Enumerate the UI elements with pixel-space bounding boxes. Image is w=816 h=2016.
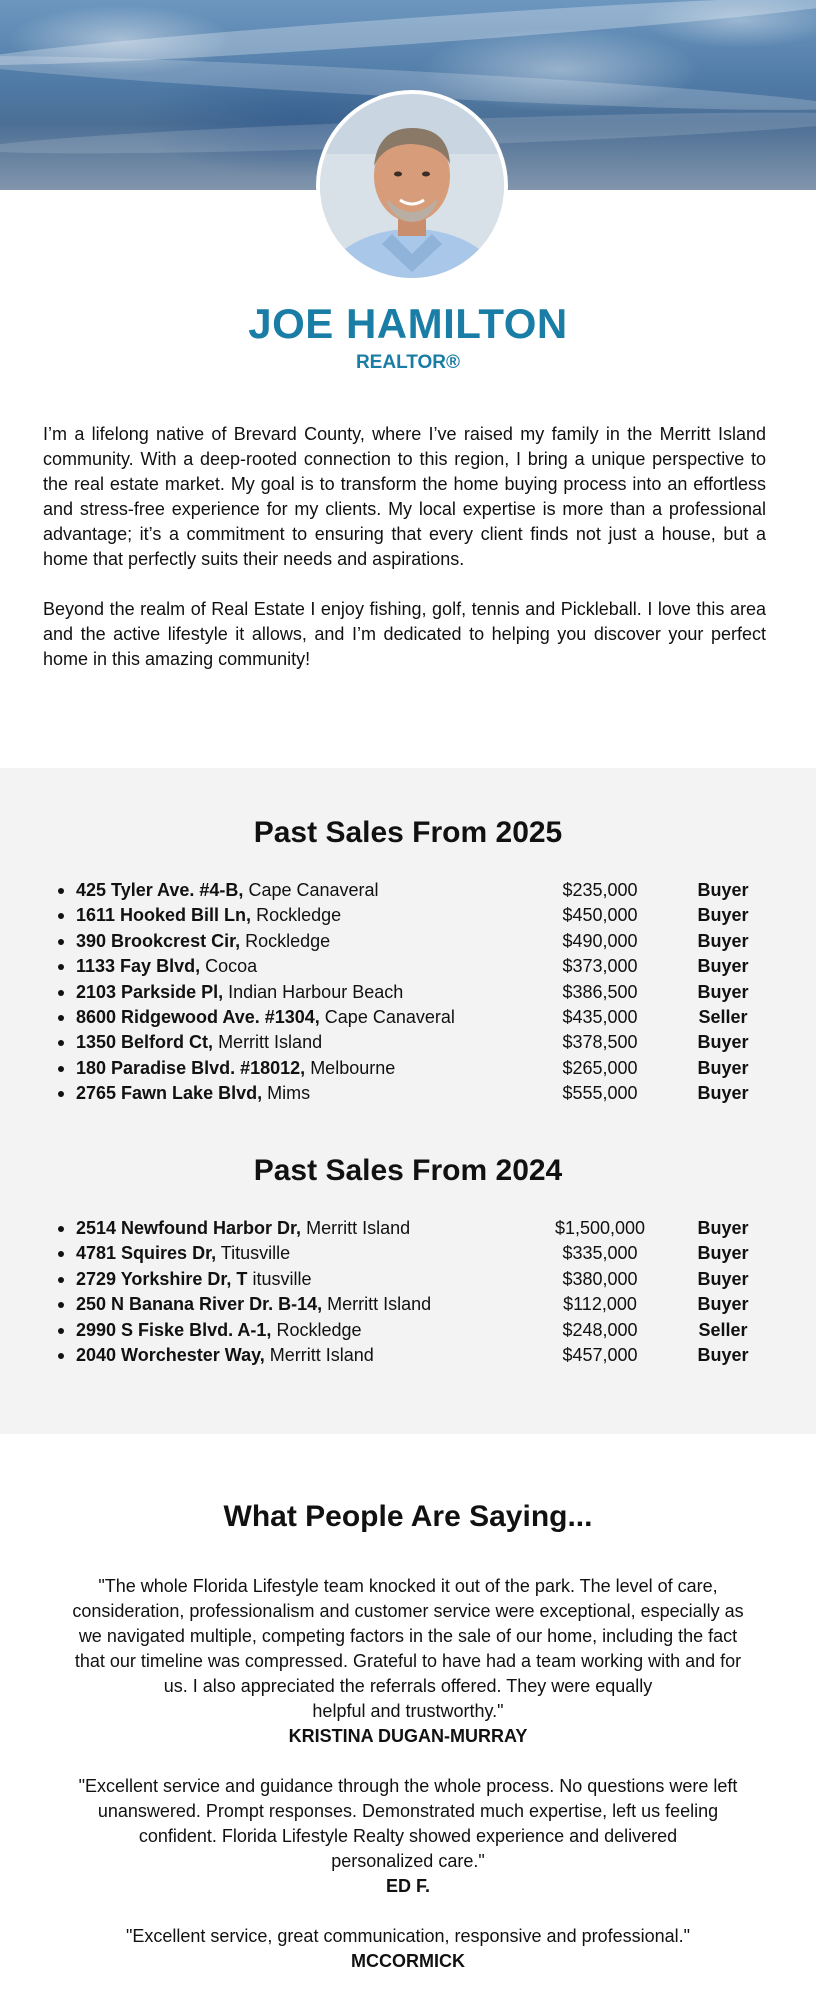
bullet-icon	[58, 913, 64, 919]
testimonial-quote	[28, 1924, 788, 1949]
bullet-icon	[58, 1277, 64, 1283]
sale-address	[76, 931, 330, 952]
sale-city: Melbourne	[310, 1057, 396, 1078]
sale-row	[0, 1267, 816, 1292]
sale-address	[76, 1243, 290, 1264]
sale-price: $235,000	[562, 880, 638, 900]
sale-city: Merritt Island	[306, 1218, 411, 1238]
sale-price: $335,000	[562, 1243, 638, 1264]
sale-side: Buyer	[697, 981, 749, 1002]
sale-side: Buyer	[697, 1218, 749, 1238]
bullet-icon	[58, 990, 64, 996]
bullet-icon	[58, 1226, 64, 1232]
past-sales-section	[0, 768, 816, 1434]
sale-price: $378,500	[562, 1032, 638, 1053]
sale-row	[0, 878, 816, 903]
sale-price: $490,000	[562, 930, 638, 951]
sale-street: 2729 Yorkshire Dr, T	[76, 1268, 248, 1289]
sale-address	[76, 880, 379, 901]
sale-street: 8600 Ridgewood Ave. #1304,	[76, 1006, 320, 1027]
sale-city: Cape Canaveral	[324, 1006, 455, 1027]
sale-city: Cocoa	[205, 956, 258, 977]
quote-line: we navigated multiple, competing factors in the sale of our home, including the fact	[78, 1626, 738, 1646]
bullet-icon	[58, 964, 64, 970]
sale-row	[0, 903, 816, 928]
sale-street: 2103 Parkside Pl,	[76, 981, 224, 1002]
sale-price: $265,000	[562, 1057, 638, 1078]
sale-side: Seller	[698, 1006, 748, 1027]
bio-paragraph: I’m a lifelong native of Brevard County, where I’ve raised my family in the Merritt Island community. With a deep-rooted connection to this region, I bring a unique perspective to the real estate market. My goal is to transform the home buying process into an effortless and stress-free experience for my clients. My local expertise is more than a professional advantage; it’s a commitment to ensuring that every client finds not just a house, but a home that perfectly suits their needs and aspirations.	[43, 424, 766, 569]
testimonial-author: MCCORMICK	[351, 1951, 465, 1971]
agent-title: REALTOR®	[355, 352, 461, 373]
sale-row	[0, 929, 816, 954]
sale-street: 390 Brookcrest Cir,	[76, 930, 241, 951]
bullet-icon	[58, 1066, 64, 1072]
agent-portrait-icon	[320, 94, 504, 278]
sale-address	[76, 1320, 362, 1341]
sale-row	[0, 1030, 816, 1055]
sale-address	[76, 905, 341, 926]
testimonial	[0, 1924, 816, 1974]
sale-row	[0, 1318, 816, 1343]
sale-street: 180 Paradise Blvd. #18012,	[76, 1057, 306, 1078]
sale-address	[76, 1007, 455, 1028]
sales-2025-list	[0, 878, 816, 1107]
sale-street: 2765 Fawn Lake Blvd,	[76, 1083, 263, 1104]
sale-side: Seller	[698, 1319, 748, 1340]
testimonials-heading: What People Are Saying...	[223, 1500, 593, 1533]
sale-city: Indian Harbour Beach	[228, 981, 404, 1002]
sale-street: 2514 Newfound Harbor Dr,	[76, 1218, 302, 1238]
sale-row	[0, 980, 816, 1005]
sale-city: itusville	[252, 1268, 312, 1289]
sale-row	[0, 1241, 816, 1266]
sale-price: $435,000	[562, 1006, 638, 1027]
sale-price: $248,000	[562, 1319, 638, 1340]
sale-row	[0, 954, 816, 979]
sale-side: Buyer	[697, 1057, 749, 1078]
sale-side: Buyer	[697, 1344, 749, 1365]
sale-street: 1611 Hooked Bill Ln,	[76, 905, 252, 926]
bullet-icon	[58, 1328, 64, 1334]
bullet-icon	[58, 939, 64, 945]
quote-line: helpful and trustworthy."	[312, 1701, 504, 1721]
sale-price: $457,000	[562, 1344, 638, 1365]
sale-street: 1350 Belford Ct,	[76, 1032, 214, 1053]
quote-line: consideration, professionalism and customer service were exceptional, especially as	[72, 1601, 744, 1621]
sale-street: 1133 Fay Blvd,	[76, 956, 201, 977]
quote-line: "The whole Florida Lifestyle team knocked it out of the park. The level of care,	[98, 1576, 718, 1596]
sale-side: Buyer	[697, 956, 749, 977]
sale-address	[76, 956, 257, 977]
quote-line: "Excellent service, great communication, responsive and professional."	[125, 1926, 691, 1946]
agent-photo	[316, 90, 508, 282]
bullet-icon	[58, 1353, 64, 1359]
bullet-icon	[58, 1040, 64, 1046]
sale-side: Buyer	[697, 880, 749, 900]
sale-price: $450,000	[562, 905, 638, 926]
sales-2024-list	[0, 1216, 816, 1368]
sale-price: $112,000	[563, 1294, 637, 1315]
sale-address	[76, 1058, 395, 1079]
profile-header	[0, 300, 816, 374]
sales-2025-heading: Past Sales From 2025	[253, 816, 563, 849]
sale-city: Rockledge	[256, 905, 342, 926]
testimonial	[0, 1774, 816, 1899]
testimonial-quote	[28, 1574, 788, 1724]
sale-street: 250 N Banana River Dr. B-14,	[76, 1294, 323, 1315]
agent-bio	[43, 422, 766, 697]
sale-address	[76, 1294, 431, 1315]
quote-line: confident. Florida Lifestyle Realty showed experience and delivered	[138, 1826, 678, 1846]
sale-city: Mims	[267, 1083, 311, 1104]
bullet-icon	[58, 888, 64, 894]
sale-price: $380,000	[562, 1268, 638, 1289]
sale-address	[76, 1032, 322, 1053]
sale-street: 2040 Worchester Way,	[76, 1344, 265, 1365]
sale-price: $555,000	[562, 1083, 638, 1104]
sale-row	[0, 1056, 816, 1081]
testimonial-quote	[28, 1774, 788, 1874]
testimonial-author: KRISTINA DUGAN-MURRAY	[288, 1726, 528, 1746]
sale-address	[76, 1269, 311, 1290]
sale-street: 4781 Squires Dr,	[76, 1243, 217, 1264]
sale-price: $1,500,000	[554, 1218, 646, 1238]
sale-address	[76, 1218, 410, 1239]
bullet-icon	[58, 1251, 64, 1257]
sale-side: Buyer	[697, 1268, 749, 1289]
sale-side: Buyer	[697, 1243, 749, 1264]
sale-city: Merritt Island	[327, 1294, 432, 1315]
sale-city: Cape Canaveral	[248, 880, 379, 900]
quote-line: "Excellent service and guidance through the whole process. No questions were left	[78, 1776, 738, 1796]
quote-line: personalized care."	[331, 1851, 485, 1871]
quote-line: us. I also appreciated the referrals offered. They were equally	[163, 1676, 653, 1696]
sale-address	[76, 982, 403, 1003]
testimonial-author: ED F.	[385, 1876, 430, 1896]
agent-name: JOE HAMILTON	[248, 300, 568, 347]
sale-city: Rockledge	[276, 1319, 362, 1340]
sale-street: 2990 S Fiske Blvd. A-1,	[76, 1319, 272, 1340]
quote-line: unanswered. Prompt responses. Demonstrated much expertise, left us feeling	[97, 1801, 719, 1821]
sale-price: $373,000	[562, 956, 638, 977]
sale-row	[0, 1343, 816, 1368]
testimonials-section	[0, 1500, 816, 1999]
sale-row	[0, 1216, 816, 1241]
sale-city: Titusville	[220, 1243, 291, 1264]
sale-side: Buyer	[697, 930, 749, 951]
sale-side: Buyer	[697, 1294, 749, 1315]
testimonial-list	[0, 1574, 816, 1974]
sale-city: Merritt Island	[218, 1032, 323, 1053]
sale-address	[76, 1083, 310, 1104]
bullet-icon	[58, 1091, 64, 1097]
bio-paragraph: Beyond the realm of Real Estate I enjoy fishing, golf, tennis and Pickleball. I love this area and the active lifestyle it allows, and I’m dedicated to helping you discover your perfect home in this amazing community!	[43, 599, 766, 669]
sale-row	[0, 1005, 816, 1030]
sale-side: Buyer	[697, 1083, 749, 1104]
sale-address	[76, 1345, 374, 1366]
sale-price: $386,500	[562, 981, 638, 1002]
sale-row	[0, 1292, 816, 1317]
sale-row	[0, 1081, 816, 1106]
sales-2024-heading: Past Sales From 2024	[253, 1154, 563, 1187]
sale-city: Rockledge	[245, 930, 331, 951]
sale-side: Buyer	[697, 905, 749, 926]
quote-line: that our timeline was compressed. Grateful to have had a team working with and for	[74, 1651, 742, 1671]
bullet-icon	[58, 1015, 64, 1021]
bullet-icon	[58, 1302, 64, 1308]
sale-city: Merritt Island	[269, 1344, 374, 1365]
sale-side: Buyer	[697, 1032, 749, 1053]
testimonial	[0, 1574, 816, 1749]
sale-street: 425 Tyler Ave. #4-B,	[76, 880, 244, 900]
